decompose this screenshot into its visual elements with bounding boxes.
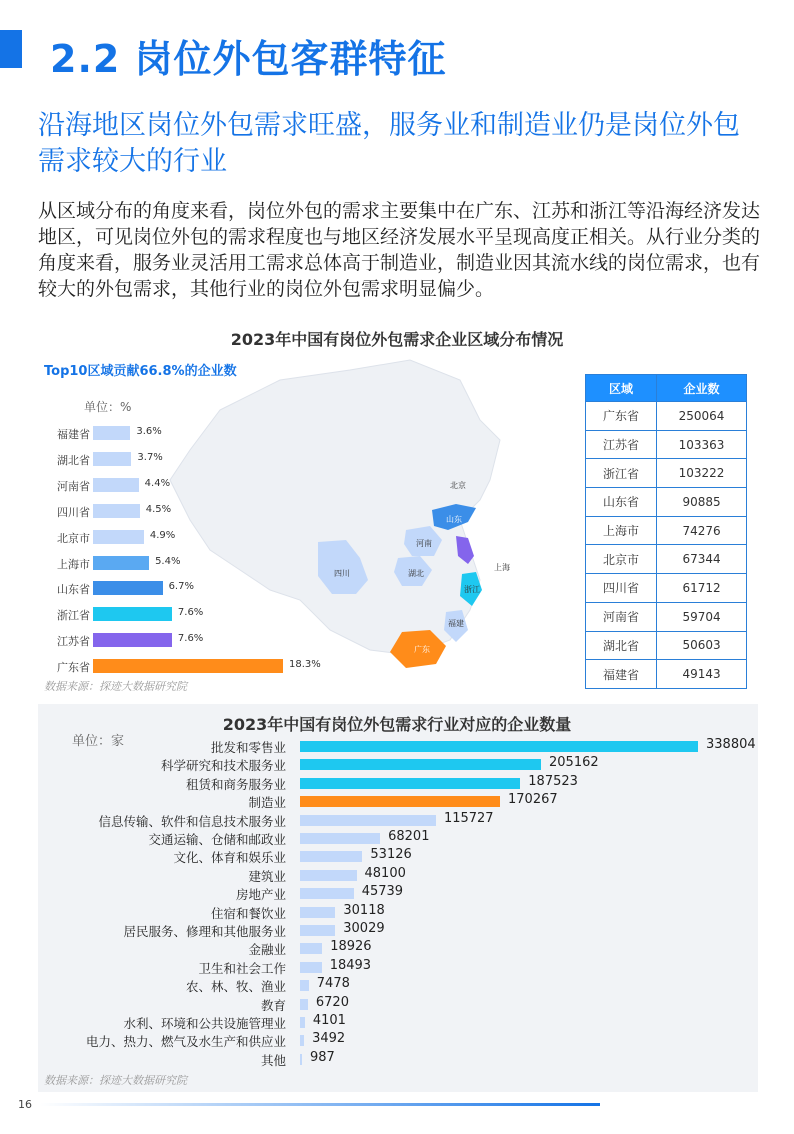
top10-label: Top10区域贡献66.8%的企业数 (44, 364, 237, 379)
region-bar-value: 5.4% (155, 555, 181, 567)
region-bar-label: 江苏省 (57, 635, 90, 649)
region-bar (93, 581, 163, 595)
industry-bar (300, 999, 308, 1010)
region-bar-row (38, 554, 338, 572)
table-cell-count: 59704 (657, 602, 747, 631)
industry-bar-value: 30029 (343, 921, 385, 936)
table-cell-region: 上海市 (586, 516, 657, 545)
table-cell-region: 四川省 (586, 574, 657, 603)
region-bar (93, 504, 140, 518)
map-label-sichuan: 四川 (334, 569, 350, 578)
industry-bar-value: 18493 (329, 957, 372, 973)
table-cell-count: 61712 (657, 574, 747, 603)
map-label-henan: 河南 (416, 539, 432, 548)
industry-bar (300, 741, 698, 752)
table-cell-region: 江苏省 (586, 430, 657, 459)
industry-bar (300, 815, 436, 826)
region-bar-value: 7.6% (177, 633, 204, 645)
map-label-fujian: 福建 (448, 619, 464, 628)
table-cell-count: 74276 (657, 516, 747, 545)
industry-bar-value: 7478 (316, 976, 350, 992)
region-bar-label: 广东省 (57, 661, 90, 675)
industry-bar-label: 房地产业 (235, 887, 286, 903)
region-bar (93, 478, 139, 492)
industry-bar-value: 68201 (388, 829, 430, 844)
region-bar (93, 452, 131, 466)
table-cell-count: 103363 (657, 430, 747, 459)
region-bar-row (38, 579, 338, 597)
industry-bar-row (38, 922, 758, 940)
industry-bar (300, 870, 357, 881)
table-cell-count: 103222 (657, 459, 747, 488)
table-row (586, 545, 747, 574)
map-label-zhejiang: 浙江 (464, 585, 480, 594)
table-cell-region: 山东省 (586, 488, 657, 517)
region-bar-label: 河南省 (57, 479, 90, 493)
table-row (586, 602, 747, 631)
industry-bar (300, 1054, 302, 1065)
industry-bar-label: 租赁和商务服务业 (185, 776, 286, 792)
industry-bar-row (38, 885, 758, 903)
industry-bar-label: 住宿和餐饮业 (210, 905, 286, 921)
region-bar (93, 426, 130, 440)
map-label-beijing: 北京 (450, 481, 466, 490)
table-header-region: 区域 (586, 375, 657, 402)
body-paragraph: 从区域分布的角度来看，岗位外包的需求主要集中在广东、江苏和浙江等沿海经济发达地区，可见岗位外包的需求程度也与地区经济发展水平呈现高度正相关。从行业分类的角度来看，服务业灵活用工需求总体高于制造业，制造业因其流水线的岗位需求，也有较大的外包需求，其他行业的岗位外包需求明显偏少。 (38, 200, 761, 300)
industry-bar (300, 796, 500, 807)
footer-line (40, 1103, 600, 1106)
industry-bar-row (38, 775, 758, 793)
industry-bar (300, 851, 362, 862)
region-bar-label: 福建省 (57, 428, 90, 441)
industry-bar-label: 科学研究和技术服务业 (160, 758, 286, 774)
table-header-count: 企业数 (657, 375, 747, 402)
region-bar-row (38, 605, 338, 623)
region-bar-value: 4.5% (145, 503, 172, 515)
region-bar-value: 3.6% (136, 426, 162, 437)
table-row (586, 631, 747, 660)
region-bar-row (38, 631, 338, 649)
table-cell-region: 福建省 (586, 660, 657, 689)
table-row (586, 516, 747, 545)
industry-bar-row (38, 848, 758, 866)
industry-bar-label: 金融业 (248, 942, 286, 958)
industry-bar-row (38, 812, 758, 830)
industry-bar (300, 925, 335, 936)
region-bar-row (38, 424, 338, 442)
map-label-hubei: 湖北 (408, 569, 424, 578)
industry-bar-row (38, 1014, 758, 1032)
industry-bar-value: 48100 (364, 865, 406, 881)
industry-bar-row (38, 867, 758, 885)
industry-bar-label: 电力、热力、燃气及水生产和供应业 (85, 1034, 286, 1050)
table-cell-count: 67344 (657, 545, 747, 574)
industry-bar-value: 45739 (361, 884, 404, 900)
industry-bar-value: 53126 (370, 847, 412, 863)
industry-bar-label: 教育 (260, 997, 286, 1013)
industry-bar-value: 3492 (312, 1031, 346, 1047)
industry-bar-value: 187523 (528, 773, 578, 789)
industry-bar-label: 农、林、牧、渔业 (185, 979, 286, 995)
industry-bar-value: 987 (310, 1049, 335, 1065)
region-bar-label: 北京市 (57, 531, 90, 545)
table-cell-region: 浙江省 (586, 459, 657, 488)
section-subtitle: 沿海地区岗位外包需求旺盛，服务业和制造业仍是岗位外包需求较大的行业 (38, 110, 740, 177)
region-bar-row (38, 528, 338, 546)
industry-bar-row (38, 959, 758, 977)
map-label-guangdong: 广东 (414, 645, 430, 654)
region-bar-value: 4.4% (144, 477, 171, 489)
table-row (586, 459, 747, 488)
industry-bar-label: 文化、体育和娱乐业 (173, 850, 286, 866)
industry-bar-row (38, 996, 758, 1014)
table-row (586, 430, 747, 459)
industry-bar (300, 962, 322, 973)
industry-bar (300, 759, 541, 770)
region-bar (93, 633, 172, 647)
industry-bar-row (38, 977, 758, 995)
region-table-header (586, 375, 747, 402)
industry-bar-label: 居民服务、修理和其他服务业 (123, 924, 286, 939)
industry-bar-row (38, 793, 758, 811)
region-bar-row (38, 502, 338, 520)
section-title: 2.2 岗位外包客群特征 (50, 37, 447, 81)
table-cell-region: 湖北省 (586, 631, 657, 660)
region-bar-label: 浙江省 (57, 609, 90, 623)
region-bar-value: 4.9% (149, 529, 176, 541)
table-row (586, 402, 747, 431)
industry-bar-label: 建筑业 (248, 868, 286, 884)
table-cell-region: 广东省 (586, 402, 657, 431)
industry-bar-value: 6720 (315, 994, 349, 1010)
industry-bar-row (38, 1032, 758, 1050)
industry-bar-row (38, 1051, 758, 1069)
industry-bar-value: 18926 (330, 939, 372, 955)
table-cell-region: 河南省 (586, 602, 657, 631)
industry-bar-value: 205162 (549, 755, 599, 771)
region-bar-value: 3.7% (137, 451, 163, 463)
industry-bar-value: 338804 (706, 737, 756, 752)
region-bar (93, 659, 283, 673)
industry-bar (300, 1035, 304, 1046)
region-chart-title: 2023年中国有岗位外包需求企业区域分布情况 (230, 330, 564, 349)
industry-bar (300, 833, 380, 844)
region-bar-label: 山东省 (57, 583, 90, 597)
table-row (586, 660, 747, 689)
industry-bar (300, 907, 335, 918)
region-bar-value: 7.6% (177, 607, 204, 619)
region-bar-row (38, 476, 338, 494)
region-unit-label: 单位：% (84, 400, 132, 414)
table-cell-region: 北京市 (586, 545, 657, 574)
industry-chart-title: 2023年中国有岗位外包需求行业对应的企业数量 (222, 715, 572, 734)
region-bar-label: 湖北省 (57, 453, 90, 467)
table-cell-count: 50603 (657, 631, 747, 660)
industry-bar-label: 制造业 (248, 795, 286, 811)
table-cell-count: 49143 (657, 660, 747, 689)
industry-bar (300, 1017, 305, 1028)
industry-bar-label: 卫生和社会工作 (198, 960, 286, 976)
industry-bar-row (38, 904, 758, 922)
region-bar-value: 6.7% (168, 581, 194, 593)
region-bar-row (38, 450, 338, 468)
industry-bar-label: 批发和零售业 (210, 740, 286, 755)
industry-bar-value: 4101 (312, 1013, 346, 1028)
region-bar (93, 530, 144, 544)
industry-bar-label: 其他 (260, 1052, 286, 1068)
table-row (586, 488, 747, 517)
industry-unit-label: 单位：家 (72, 734, 125, 749)
industry-bar-value: 170267 (508, 792, 558, 808)
industry-bar-row (38, 940, 758, 958)
table-cell-count: 90885 (657, 488, 747, 517)
industry-bar-label: 水利、环境和公共设施管理业 (123, 1016, 286, 1031)
industry-bar-value: 115727 (443, 810, 494, 826)
industry-bar (300, 980, 309, 991)
region-bar-label: 上海市 (57, 557, 90, 571)
industry-bar-label: 信息传输、软件和信息技术服务业 (98, 813, 286, 829)
region-bar-value: 18.3% (289, 659, 321, 671)
industry-bar (300, 943, 322, 954)
industry-bar-row (38, 756, 758, 774)
industry-bar-label: 交通运输、仓储和邮政业 (148, 832, 286, 847)
industry-bar-row (38, 830, 758, 848)
region-table (585, 374, 747, 689)
map-label-shandong: 山东 (446, 515, 462, 524)
industry-bar (300, 778, 520, 789)
industry-bar-value: 30118 (343, 902, 385, 918)
region-bar (93, 556, 149, 570)
table-cell-count: 250064 (657, 402, 747, 431)
page-number: 16 (18, 1098, 32, 1111)
region-bar-row (38, 657, 338, 675)
region-bar (93, 607, 172, 621)
industry-bar (300, 888, 354, 899)
map-label-shanghai: 上海 (494, 563, 510, 572)
title-accent-bar (0, 30, 22, 68)
industry-source: 数据来源：探迹大数据研究院 (44, 1074, 187, 1087)
region-source: 数据来源：探迹大数据研究院 (44, 680, 187, 693)
table-row (586, 574, 747, 603)
industry-bar-row (38, 738, 758, 756)
region-bar-label: 四川省 (57, 505, 90, 519)
